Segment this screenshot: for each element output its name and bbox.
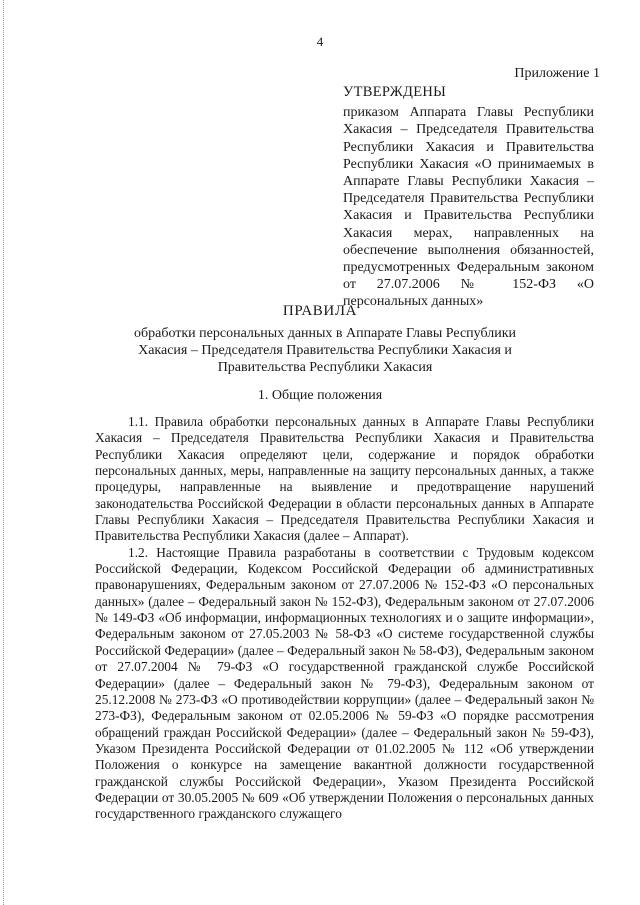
approval-text: приказом Аппарата Главы Республики Хакасия – Председателя Правительства Республики Хакасия и Правительства Республики Хакасия «О принимаемых в Аппарате Главы Республики Хакасия – Председателя Правительства Республики Хакасия и Правительства Республики Хакасия мерах, направленных на обеспечение выполнения обязанностей, предусмотренных Федеральным законом от 27.07.2006 № 152-ФЗ «О персональных данных» (343, 105, 594, 310)
document-title: ПРАВИЛА (282, 303, 358, 319)
approval-block (343, 84, 594, 311)
paragraph: 1.2. Настоящие Правила разработаны в соответствии с Трудовым кодексом Российской Федерации, Кодексом Российской Федерации об административных правонарушениях, Федеральным законом от 27.07.2006 № 152-ФЗ «О персональных данных» (далее – Федеральный закон № 152-ФЗ), Федеральным законом от 27.07.2006 № 149-ФЗ «Об информации, информационных технологиях и о защите информации», Федеральным законом от 27.05.2003 № 58-ФЗ «О системе государственной службы Российской Федерации» (далее – Федеральный закон № 58-ФЗ), Федеральным законом от 27.07.2004 № 79-ФЗ «О государственной гражданской службе Российской Федерации» (далее – Федеральный закон № 79-ФЗ), Федеральным законом от 25.12.2008 № 273-ФЗ «О противодействии коррупции» (далее – Федеральный закон № 273-ФЗ), Федеральным законом от 02.05.2006 № 59-ФЗ «О порядке рассмотрения обращений граждан Российской Федерации» (далее – Федеральный закон № 59-ФЗ), Указом Президента Российской Федерации от 01.02.2005 № 112 «Об утверждении Положения о конкурсе на замещение вакантной должности государственной гражданской службы Российской Федерации», Указом Президента Российской Федерации от 30.05.2005 № 609 «Об утверждении Положения о персональных данных государственного гражданского служащего (95, 544, 594, 822)
section-heading: 1. Общие положения (257, 388, 383, 403)
scan-edge-marks (3, 0, 8, 905)
appendix-label: Приложение 1 (514, 66, 600, 81)
page-number: 4 (316, 34, 324, 49)
approval-heading: УТВЕРЖДЕНЫ (343, 84, 447, 100)
document-subtitle: обработки персональных данных в Аппарате Главы Республики Хакасия – Председателя Правительства Республики Хакасия и Правительства Республики Хакасия (133, 326, 517, 376)
paragraph: 1.1. Правила обработки персональных данных в Аппарате Главы Республики Хакасия – Председателя Правительства Республики Хакасия и Правительства Республики Хакасия определяют цели, содержание и порядок обработки персональных данных, меры, направленные на защиту персональных данных, а также процедуры, направленные на выявление и предотвращение нарушений законодательства Российской Федерации в области персональных данных в Аппарате Главы Республики Хакасия – Председателя Правительства Республики Хакасия и Правительства Республики Хакасия (далее – Аппарат). (95, 414, 594, 544)
body-text (95, 414, 594, 823)
